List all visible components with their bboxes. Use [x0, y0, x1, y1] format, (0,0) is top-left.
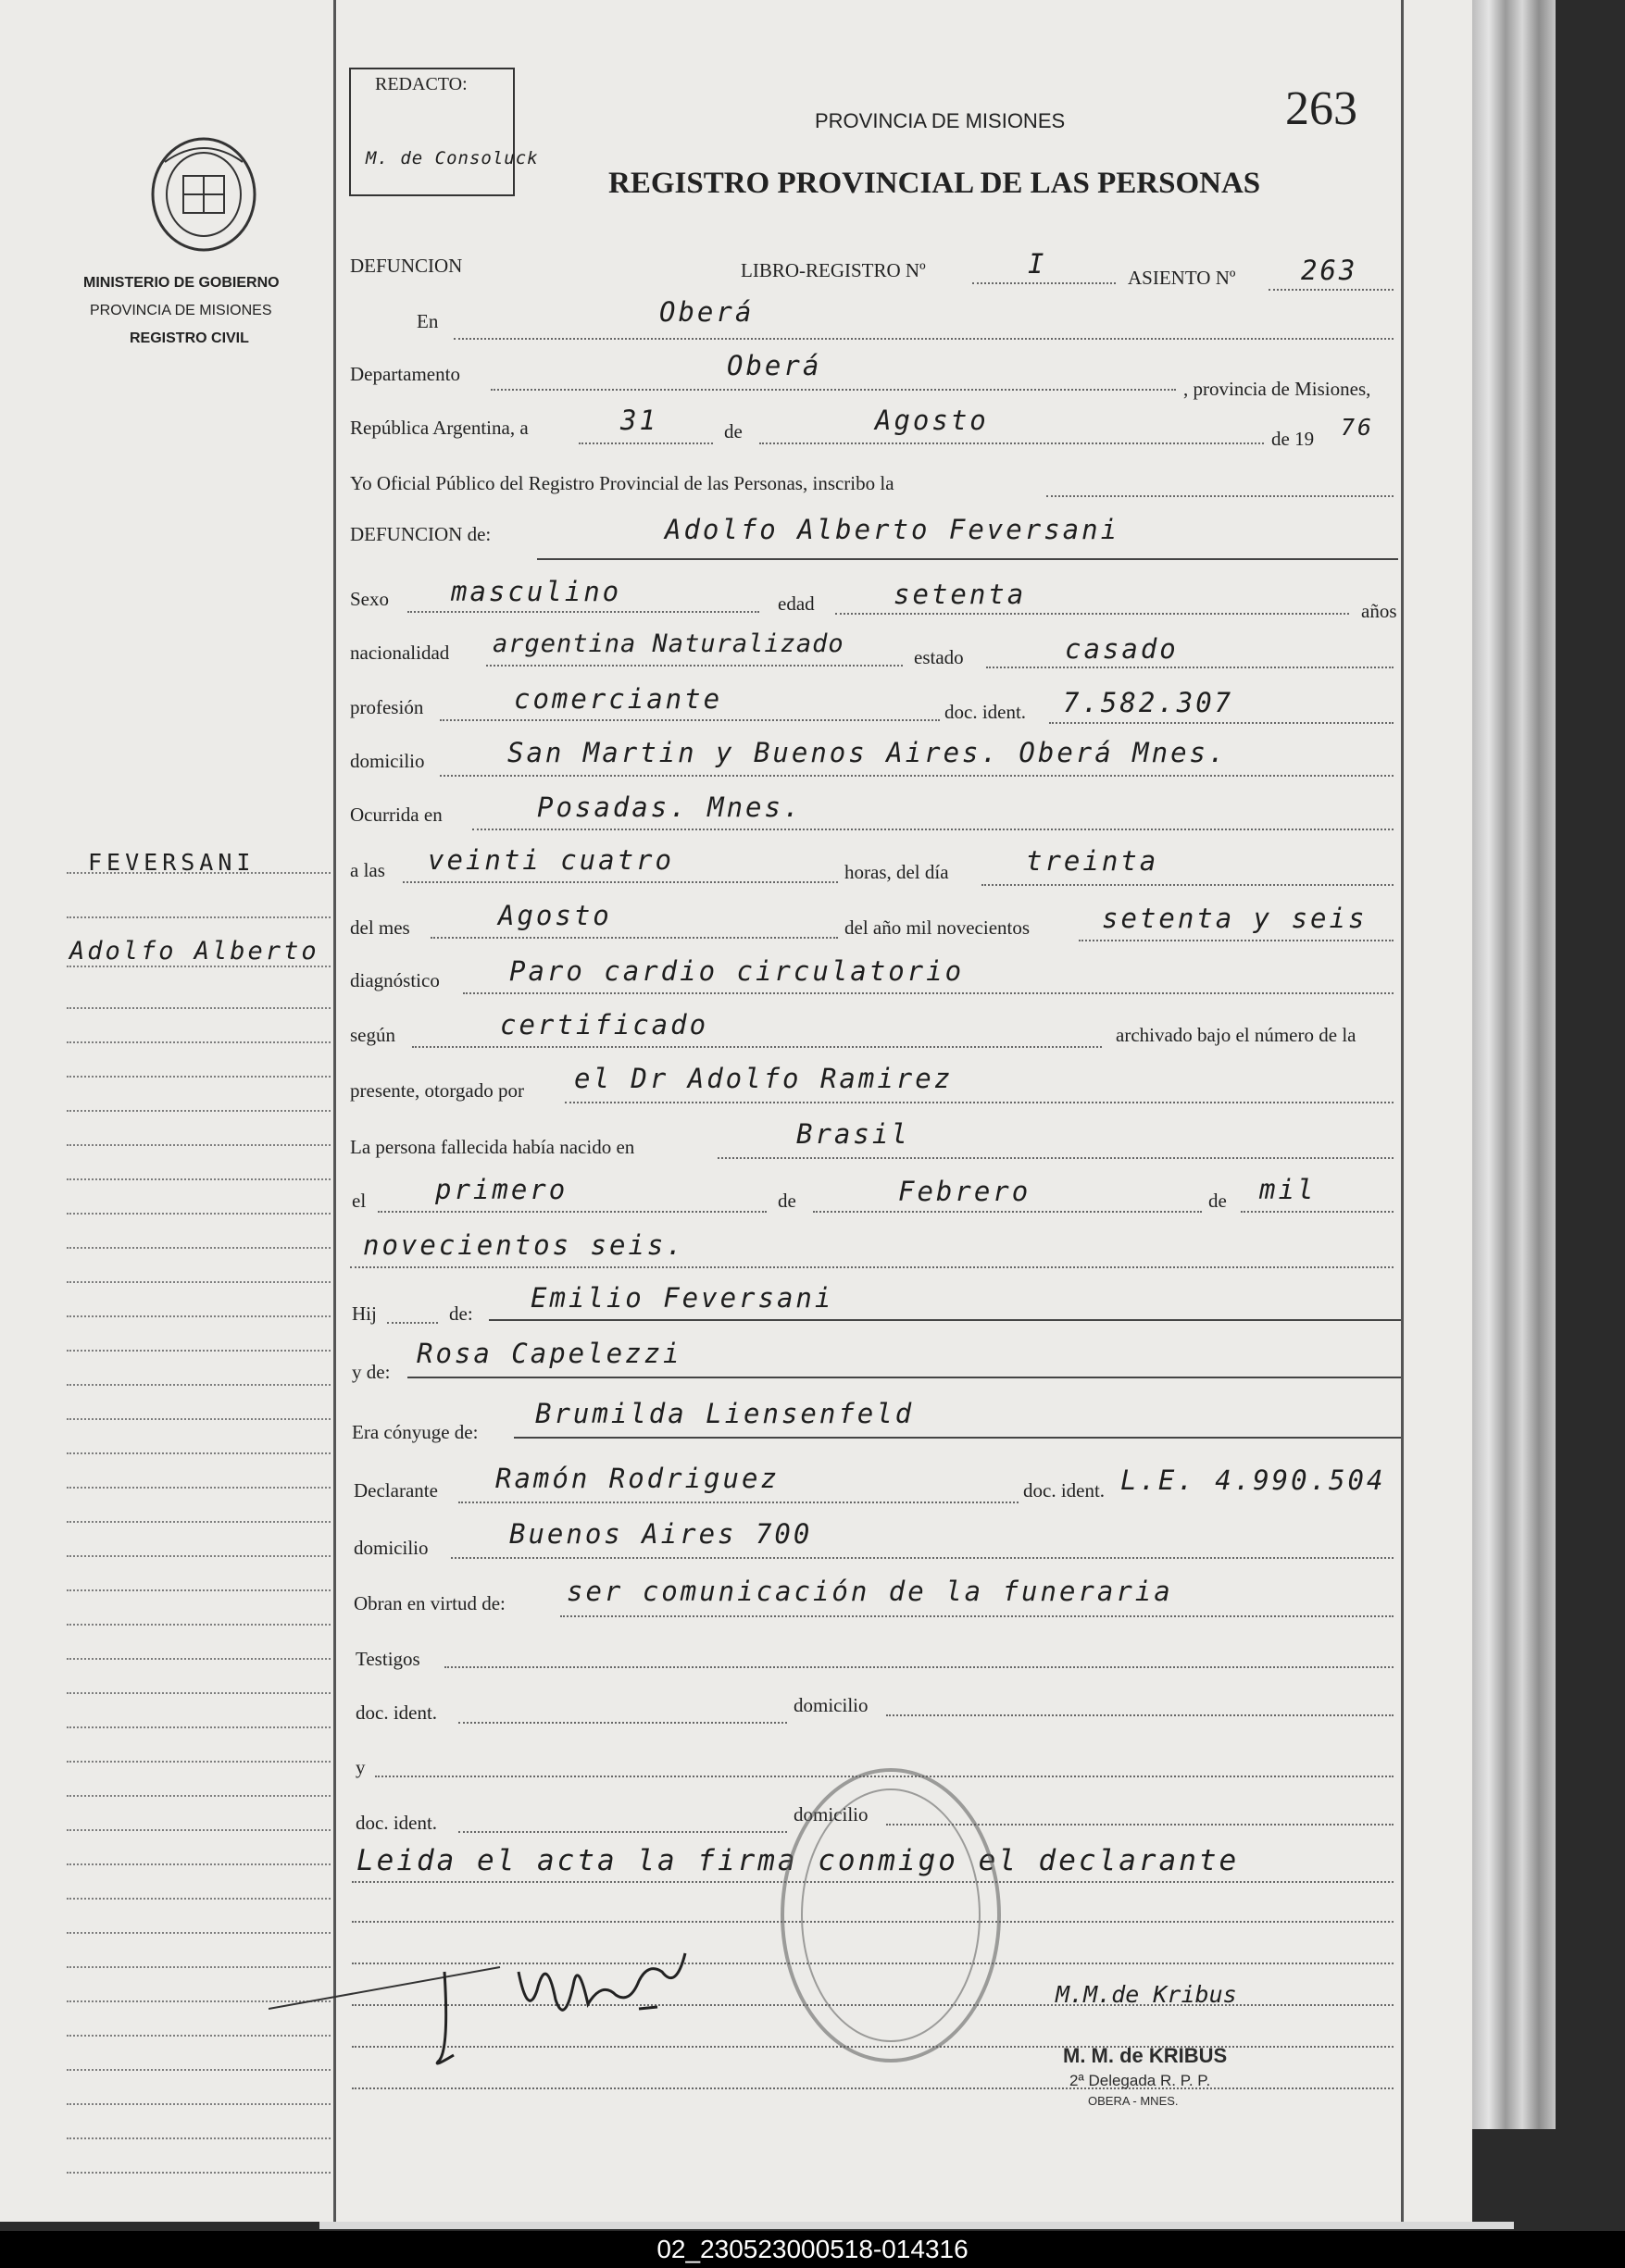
margin-line: [67, 1041, 331, 1043]
declarante-dom-line: [451, 1557, 1394, 1559]
conyuge-line: [514, 1437, 1401, 1439]
padre-value: Emilio Feversani: [531, 1282, 834, 1314]
diagnostico-value: Paro cardio circulatorio: [509, 955, 965, 987]
nacido-value: Brasil: [796, 1118, 910, 1150]
margin-line: [67, 1213, 331, 1215]
nac-mil-value: mil: [1259, 1174, 1317, 1205]
yo-oficial-line: [1046, 495, 1394, 497]
departamento-value: Oberá: [727, 350, 822, 381]
nac-dia-line: [378, 1211, 767, 1213]
mes-fallec-line: [431, 937, 838, 939]
testigos-label: Testigos: [356, 1648, 420, 1670]
obran-value: ser comunicación de la funeraria: [567, 1576, 1173, 1607]
closing-statement: Leida el acta la firma conmigo el declarante: [356, 1844, 1240, 1877]
ocurrida-label: Ocurrida en: [350, 804, 443, 826]
dia-line: [579, 442, 713, 444]
conyuge-value: Brumilda Liensenfeld: [535, 1398, 915, 1429]
margin-line: [67, 1829, 331, 1831]
margin-line: [67, 1624, 331, 1626]
otorgado-value: el Dr Adolfo Ramirez: [574, 1063, 954, 1094]
declarante-dom-value: Buenos Aires 700: [509, 1518, 813, 1550]
asiento-label: ASIENTO Nº: [1128, 267, 1236, 289]
asiento-value: 263: [1301, 255, 1358, 286]
domicilio-label: domicilio: [350, 750, 425, 772]
margin-line: [67, 1589, 331, 1591]
margin-line: [67, 1418, 331, 1420]
testigo2-doc-line: [458, 1831, 787, 1833]
de19-label: de 19: [1271, 428, 1315, 450]
margin-line: [67, 1384, 331, 1386]
edad-line: [835, 613, 1349, 615]
defuncion-de-label: DEFUNCION de:: [350, 523, 492, 545]
redacto-value: M. de Consoluck: [366, 148, 539, 168]
segun-label: según: [350, 1024, 395, 1046]
nombre-value: Adolfo Alberto Feversani: [665, 514, 1120, 545]
conyuge-label: Era cónyuge de:: [352, 1421, 479, 1443]
mes-value: Agosto: [875, 405, 989, 436]
doc-ident-line: [1049, 722, 1394, 724]
libro-line: [972, 282, 1116, 284]
margin-line: [67, 1898, 331, 1900]
margin-line: [67, 1863, 331, 1865]
declarante-dom-label: domicilio: [354, 1537, 429, 1559]
margin-line: [67, 1726, 331, 1728]
sexo-label: Sexo: [350, 588, 389, 610]
margin-line: [67, 1281, 331, 1283]
testigo1-doc-line: [458, 1722, 787, 1724]
margin-line: [67, 1315, 331, 1317]
doc-ident-label: doc. ident.: [944, 701, 1027, 723]
testigo1-dom-line: [886, 1714, 1394, 1716]
province-heading: PROVINCIA DE MISIONES: [815, 109, 1066, 132]
dia-fallec-value: treinta: [1026, 845, 1159, 877]
edad-label: edad: [778, 592, 815, 615]
libro-value: I: [1028, 248, 1047, 280]
book-page-edge: [1472, 0, 1556, 2129]
nac-ano-line: [350, 1266, 1394, 1268]
margin-given-names: Adolfo Alberto: [69, 937, 319, 966]
defuncion-heading: DEFUNCION: [350, 255, 463, 277]
archivado-label: archivado bajo el número de la: [1116, 1024, 1356, 1046]
declarante-label: Declarante: [354, 1479, 438, 1502]
testigo2-doc-label: doc. ident.: [356, 1812, 438, 1834]
asiento-line: [1269, 289, 1394, 291]
margin-line: [67, 1110, 331, 1112]
margin-line: [67, 1761, 331, 1763]
y-label: y: [356, 1756, 366, 1778]
ministry-line-1: MINISTERIO DE GOBIERNO: [83, 275, 280, 291]
registry-title: REGISTRO PROVINCIAL DE LAS PERSONAS: [608, 167, 1261, 200]
mes-fallec-value: Agosto: [498, 900, 612, 931]
coat-of-arms-icon: [146, 134, 262, 255]
scan-file-id: 02_230523000518-014316: [0, 2231, 1625, 2268]
officer-signature: M.M.de Kribus: [1056, 1981, 1237, 2008]
margin-line: [67, 1555, 331, 1557]
nombre-line: [537, 558, 1398, 560]
libro-label: LIBRO-REGISTRO Nº: [741, 259, 926, 281]
nac-mes-line: [813, 1211, 1202, 1213]
nacido-line: [718, 1157, 1394, 1159]
margin-line: [67, 2172, 331, 2174]
profesion-value: comerciante: [514, 683, 723, 715]
madre-line: [407, 1377, 1401, 1378]
testigo1-doc-label: doc. ident.: [356, 1701, 438, 1724]
nac-mil-line: [1241, 1211, 1394, 1213]
ministry-line-3: REGISTRO CIVIL: [130, 330, 249, 346]
officer-stamp-place: OBERA - MNES.: [1088, 2094, 1179, 2108]
departamento-label: Departamento: [350, 363, 460, 385]
profesion-line: [440, 719, 940, 721]
dia-value: 31: [620, 405, 658, 436]
de-label-1: de: [724, 420, 743, 442]
obran-line: [560, 1615, 1394, 1617]
estado-label: estado: [914, 646, 964, 668]
margin-line: [67, 1247, 331, 1249]
de-label-2: de: [778, 1190, 796, 1212]
del-mes-label: del mes: [350, 916, 410, 939]
presente-label: presente, otorgado por: [350, 1079, 524, 1102]
republica-label: República Argentina, a: [350, 417, 529, 439]
margin-line: [67, 1795, 331, 1797]
dia-fallec-line: [981, 884, 1394, 886]
ocurrida-value: Posadas. Mnes.: [537, 791, 803, 823]
ano-fallec-value: setenta y seis: [1102, 903, 1368, 934]
testigo2-dom-label: domicilio: [794, 1803, 869, 1826]
margin-line: [67, 1692, 331, 1694]
doc-ident-value: 7.582.307: [1063, 687, 1234, 718]
yo-oficial-label: Yo Oficial Público del Registro Provincial de las Personas, inscribo la: [350, 472, 894, 494]
blank-line: [352, 2087, 1394, 2089]
margin-line: [67, 1076, 331, 1078]
margin-line: [67, 1487, 331, 1489]
en-label: En: [417, 310, 439, 332]
domicilio-value: San Martin y Buenos Aires. Oberá Mnes.: [507, 737, 1228, 768]
left-column-rule: [333, 0, 336, 2222]
estado-value: casado: [1065, 633, 1179, 665]
sexo-line: [407, 611, 759, 613]
profesion-label: profesión: [350, 696, 424, 718]
officer-stamp-name: M. M. de KRIBUS: [1063, 2044, 1228, 2067]
margin-line: [67, 1144, 331, 1146]
right-column-rule: [1401, 0, 1404, 2222]
margin-line: [67, 1658, 331, 1660]
segun-value: certificado: [500, 1009, 709, 1041]
declarante-line: [458, 1502, 1019, 1503]
nacionalidad-label: nacionalidad: [350, 642, 450, 664]
de-label-3: de: [1208, 1190, 1227, 1212]
ministry-line-2: PROVINCIA DE MISIONES: [90, 303, 272, 318]
nac-dia-value: primero: [435, 1174, 569, 1205]
margin-line: [67, 2137, 331, 2139]
nac-mes-value: Febrero: [898, 1176, 1031, 1207]
declarant-signature: [269, 1916, 787, 2083]
declarante-doc-label: doc. ident.: [1023, 1479, 1106, 1502]
hij-line: [387, 1322, 438, 1324]
testigo1-dom-label: domicilio: [794, 1694, 869, 1716]
bottom-strip: [319, 2222, 1514, 2229]
margin-surname: FEVERSANI: [88, 849, 256, 876]
margin-line: [67, 1178, 331, 1180]
ano-value: 76: [1341, 414, 1375, 441]
page-number: 263: [1285, 82, 1357, 135]
nacionalidad-line: [486, 665, 903, 667]
margin-line: [67, 1521, 331, 1523]
obran-label: Obran en virtud de:: [354, 1592, 506, 1614]
el-label: el: [352, 1190, 367, 1212]
ocurrida-line: [472, 829, 1394, 830]
en-line: [454, 338, 1394, 340]
madre-value: Rosa Capelezzi: [417, 1338, 682, 1369]
nacido-label: La persona fallecida había nacido en: [350, 1136, 635, 1158]
margin-line: [67, 1007, 331, 1009]
seal-inner-ring: [801, 1788, 981, 2042]
margin-line: [67, 1350, 331, 1352]
declarante-doc-value: L.E. 4.990.504: [1120, 1464, 1386, 1496]
hij-label: Hij: [352, 1302, 377, 1325]
departamento-line: [491, 389, 1176, 391]
mes-line: [759, 442, 1264, 444]
del-ano-label: del año mil novecientos: [844, 916, 1031, 939]
estado-line: [986, 667, 1394, 668]
y-de-label: y de:: [352, 1361, 391, 1383]
padre-line: [489, 1319, 1401, 1321]
hora-value: veinti cuatro: [428, 844, 674, 876]
nacionalidad-value: argentina Naturalizado: [493, 629, 844, 658]
margin-line: [67, 966, 331, 967]
diagnostico-line: [463, 992, 1394, 994]
declarante-value: Ramón Rodriguez: [495, 1463, 780, 1494]
a-las-label: a las: [350, 859, 385, 881]
sexo-value: masculino: [451, 576, 622, 607]
anos-label: años: [1361, 600, 1397, 622]
horas-label: horas, del día: [844, 861, 949, 883]
en-value: Oberá: [659, 296, 755, 328]
otorgado-line: [565, 1102, 1394, 1103]
hora-line: [403, 881, 838, 883]
official-seal: [781, 1768, 1001, 2062]
nac-ano-value: novecientos seis.: [363, 1229, 685, 1261]
margin-line: [67, 1452, 331, 1454]
ano-fallec-line: [1079, 940, 1394, 941]
margin-line: [67, 2103, 331, 2105]
edad-value: setenta: [894, 579, 1027, 610]
redacto-label: REDACTO:: [375, 74, 468, 94]
officer-stamp-role: 2ª Delegada R. P. P.: [1069, 2072, 1211, 2089]
diagnostico-label: diagnóstico: [350, 969, 440, 991]
testigos-line: [444, 1666, 1394, 1668]
margin-line: [67, 916, 331, 918]
hij-de-label: de:: [449, 1302, 473, 1325]
domicilio-line: [440, 775, 1394, 777]
provincia-label: , provincia de Misiones,: [1183, 378, 1371, 400]
segun-line: [412, 1046, 1102, 1048]
